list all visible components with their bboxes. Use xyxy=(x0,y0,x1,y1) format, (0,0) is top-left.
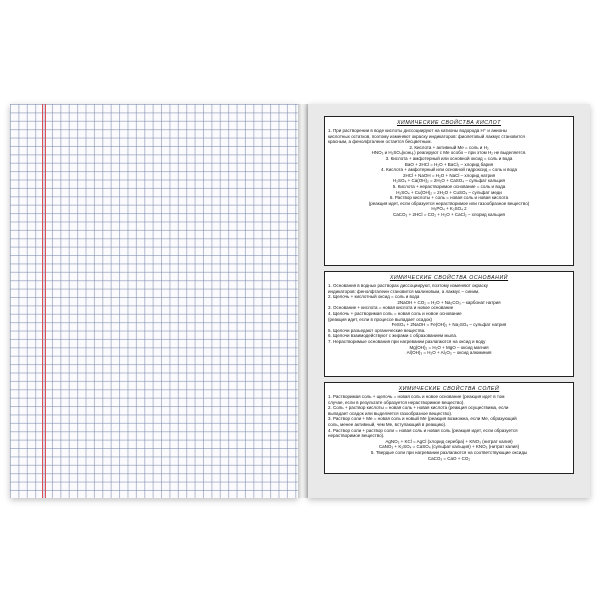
bases-line: Al(OH)₃ = H₂O + Al₂O₃ – оксид алюминия xyxy=(406,350,492,356)
bases-line: 1. Основания в водных растворах диссоциируют, поэтому изменяют окраску xyxy=(328,283,488,288)
bases-line: (реакция идет, если в процессе выпадает осадок) xyxy=(328,316,433,322)
bases-line: 4. Щелочь + растворимая соль = новая соль и новое основание xyxy=(328,310,462,316)
salts-line: 4. Раствор соли + раствор соли = новая соль и новая соль (реакция идет, если образуется xyxy=(328,427,518,433)
salts-line: нерастворимое вещество). xyxy=(328,433,385,439)
salts-line: случае, если в результате образуется нерастворимое вещество). xyxy=(328,399,465,405)
acids-line: HNO₃ и H₂SO₄(конц.) реагируют с Me особо – при этом H₂ не выделяется. xyxy=(371,150,527,156)
acids-line: 6. Раствор кислоты + соль = новая соль и новая кислота xyxy=(389,195,509,201)
acids-line: CaCO₃ + 2HCl = CO₂ + H₂O + CaCl₂ – хлорид кальция xyxy=(393,211,505,217)
salts-title: ХИМИЧЕСКИЕ СВОЙСТВА СОЛЕЙ xyxy=(398,386,500,392)
acids-panel xyxy=(324,116,574,266)
acids-line: H₂SO₄ + Ca(OH)₂ = 2H₂O + CaSO₄ – сульфат кальция xyxy=(393,178,505,184)
back-cover xyxy=(308,104,590,498)
salts-line: CaCO₃ = CaO + CO₂ xyxy=(427,455,471,461)
acids-line: (реакция идет, если образуется нерастворимое или газообразное вещество) xyxy=(368,200,530,206)
acids-line: красным, а фенолфталеин остается бесцветным. xyxy=(328,139,432,145)
bases-line: 2. Щелочь + кислотный оксид = соль и вода xyxy=(328,294,420,300)
margin-line xyxy=(45,104,46,498)
salts-line: 3. Раствор соли + Me = новая соль и новый Me (реакция возможна, если Me, образующий xyxy=(328,416,517,422)
acids-line: 3. Кислота + амфотерный или основной оксид = соль и вода xyxy=(385,155,513,161)
salts-line: соль, менее активный, чем Me, вступающий в реакцию). xyxy=(328,421,447,427)
acids-line: 4. Кислота + амфотерный или основной гидроксид = соль и вода xyxy=(381,167,517,173)
acids-line: 5. Кислота + нерастворимое основание = соль и вода xyxy=(392,183,506,189)
acids-title: ХИМИЧЕСКИЕ СВОЙСТВА КИСЛОТ xyxy=(396,120,502,126)
bases-panel xyxy=(324,271,574,377)
acids-line: 2. Кислота + активный Me = соль и H₂ xyxy=(409,144,489,150)
acids-line: 1. При растворении в воде кислоты диссоциируют на катионы водорода H⁺ и анионы xyxy=(328,128,507,133)
salts-line: AgNO₃ + KCl = AgCl (хлорид серебра) + KNO₃ (нитрат калия) xyxy=(385,438,513,444)
salts-line: CaNO₃ + K₂SO₄ = CaSO₄ (сульфат кальция) + KNO₃ (нитрат калия) xyxy=(378,444,520,450)
salts-line: 2. Соль + раствор кислоты = новая соль + новая кислота (реакция осуществима, если xyxy=(328,405,509,411)
acids-line: BaO + 2HCl = H₂O + BaCl₂ – хлорид бария xyxy=(404,161,494,167)
notebook-spine xyxy=(298,104,308,498)
salts-line: 1. Растворимая соль + щелочь = новая соль и новое основание (реакция идет в том xyxy=(328,394,505,399)
acids-line: H₂SO₄ + Cu(OH)₂ = 2H₂O + CuSO₄ – сульфат меди xyxy=(396,189,502,195)
margin-line xyxy=(42,104,43,498)
bases-line: 6. Щелочи взаимодействуют с жирами с образованием мыла. xyxy=(328,333,458,339)
bases-line: индикаторов: фенолфталеин становится малиновым, а лакмус – синим. xyxy=(328,288,480,294)
acids-line: кислотных остатков, поэтому изменяют окраску индикаторов: фиолетовый лакмус становится xyxy=(328,133,525,139)
bases-line: 3. Основание + кислота = новая кислота и новое основание xyxy=(328,305,454,311)
acids-line: 2HCl + NaOH = H₂O + NaCl – хлорид натрия xyxy=(402,172,496,178)
acids-line: H₃PO₄ + K₂SO₄ ≠ xyxy=(431,206,467,212)
salts-line: выпадает осадок или выделяется газообразное вещество). xyxy=(328,410,453,416)
bases-title: ХИМИЧЕСКИЕ СВОЙСТВА ОСНОВАНИЙ xyxy=(389,275,509,281)
bases-line: 2NaOH + CO₂ = H₂O + Na₂CO₃ – карбонат натрия xyxy=(397,299,501,305)
bases-line: 5. Щелочи разъедают органические вещества. xyxy=(328,327,426,333)
grid-page xyxy=(10,104,298,498)
bases-line: Mg(OH)₂ = H₂O + MgO – оксид магния xyxy=(409,344,489,350)
bases-line: 7. Нерастворимые основания при нагревании разлагаются на оксид и воду xyxy=(328,338,486,344)
bases-line: FeSO₄ + 2NaOH = Fe(OH)₂ + Na₂SO₄ – сульфат натрия xyxy=(391,322,507,328)
notebook-spread xyxy=(10,96,590,498)
salts-line: 5. Твердые соли при нагревании разлагаются на соответствующие оксиды xyxy=(370,449,528,455)
salts-panel xyxy=(324,382,574,474)
